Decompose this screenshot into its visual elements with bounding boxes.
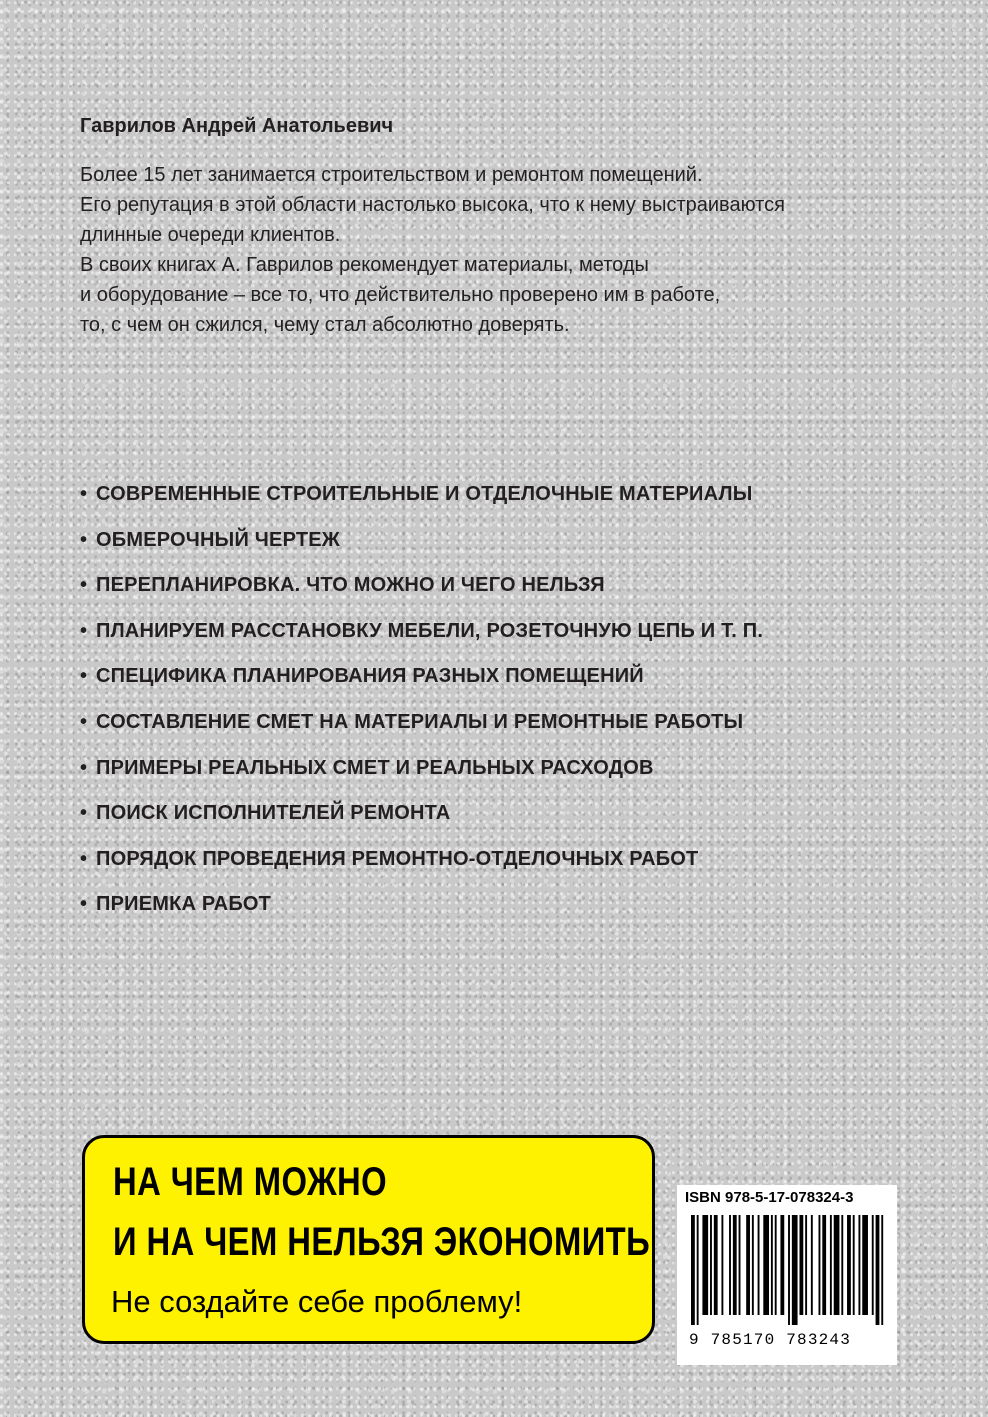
barcode-bar: [763, 1215, 769, 1315]
promo-headline-line1: НА ЧЕМ МОЖНО: [113, 1160, 388, 1204]
barcode-digits: 9 785170 783243: [689, 1331, 852, 1349]
topic-label: ПОИСК ИСПОЛНИТЕЛЕЙ РЕМОНТА: [96, 802, 451, 825]
promo-sticker: [82, 1135, 655, 1344]
topic-label: ПЕРЕПЛАНИРОВКА. ЧТО МОЖНО И ЧЕГО НЕЛЬЗЯ: [96, 574, 605, 597]
bullet-icon: •: [80, 802, 88, 825]
topic-label: СОСТАВЛЕНИЕ СМЕТ НА МАТЕРИАЛЫ И РЕМОНТНЫЕ РАБОТЫ: [96, 710, 744, 733]
barcode-bar: [771, 1215, 773, 1315]
barcode-bar: [853, 1215, 855, 1315]
bullet-icon: •: [80, 893, 88, 916]
bio-line: Его репутация в этой области настолько высока, что к нему выстраиваются: [80, 194, 785, 216]
bio-line: Более 15 лет занимается строительством и ремонтом помещений.: [80, 164, 703, 186]
bio-line: и оборудование – все то, что действительно проверено им в работе,: [80, 284, 721, 306]
barcode-bar: [702, 1215, 708, 1315]
topic-label: ПОРЯДОК ПРОВЕДЕНИЯ РЕМОНТНО-ОТДЕЛОЧНЫХ РАБОТ: [96, 847, 699, 870]
topic-item: [80, 518, 940, 564]
bullet-icon: •: [80, 619, 88, 642]
topic-item: [80, 791, 940, 837]
barcode-bar: [758, 1215, 760, 1315]
topic-label: СОВРЕМЕННЫЕ СТРОИТЕЛЬНЫЕ И ОТДЕЛОЧНЫЕ МАТЕРИАЛЫ: [96, 483, 753, 505]
barcode: [677, 1185, 897, 1365]
barcode-bar: [691, 1215, 695, 1325]
barcode-bar: [780, 1215, 784, 1315]
author-name: Гаврилов Андрей Анатольевич: [80, 115, 394, 137]
topic-item: [80, 609, 940, 655]
barcode-bar: [752, 1215, 754, 1315]
barcode-bar: [775, 1215, 777, 1315]
barcode-bar: [841, 1215, 843, 1315]
barcode-bar: [714, 1215, 718, 1315]
barcode-bar: [822, 1215, 826, 1315]
bullet-icon: •: [80, 574, 88, 597]
bullet-icon: •: [80, 528, 88, 551]
barcode-bar: [729, 1215, 731, 1315]
topic-item: [80, 882, 940, 928]
barcode-bar: [876, 1215, 880, 1325]
barcode-bar: [858, 1215, 860, 1315]
topic-label: ОБМЕРОЧНЫЙ ЧЕРТЕЖ: [96, 528, 341, 551]
barcode-bar: [697, 1215, 699, 1325]
barcode-bar: [834, 1215, 840, 1315]
barcode-bar: [788, 1215, 790, 1325]
promo-subtitle: Не создайте себе проблему!: [111, 1284, 523, 1319]
bullet-icon: •: [80, 483, 88, 505]
bullet-icon: •: [80, 847, 88, 870]
topic-item: [80, 472, 940, 518]
barcode-bar: [811, 1215, 813, 1315]
topic-item: [80, 700, 940, 746]
topic-item: [80, 746, 940, 792]
barcode-bars: [691, 1215, 887, 1325]
barcode-bar: [733, 1215, 737, 1315]
topic-label: ПЛАНИРУЕМ РАССТАНОВКУ МЕБЕЛИ, РОЗЕТОЧНУЮ ЦЕПЬ И Т. П.: [96, 619, 764, 642]
bio-line: длинные очереди клиентов.: [80, 224, 341, 246]
barcode-bar: [830, 1215, 832, 1315]
bio-line: то, с чем он сжился, чему стал абсолютно доверять.: [80, 314, 570, 336]
barcode-bar: [799, 1215, 803, 1315]
barcode-bar: [805, 1215, 807, 1315]
barcode-bar: [721, 1215, 723, 1315]
topic-label: СПЕЦИФИКА ПЛАНИРОВАНИЯ РАЗНЫХ ПОМЕЩЕНИЙ: [96, 665, 644, 688]
topic-item: [80, 563, 940, 609]
author-bio: [80, 112, 930, 340]
barcode-bar: [872, 1215, 874, 1315]
isbn-label: ISBN 978-5-17-078324-3: [685, 1189, 854, 1206]
topic-label: ПРИМЕРЫ РЕАЛЬНЫХ СМЕТ И РЕАЛЬНЫХ РАСХОДОВ: [96, 756, 654, 779]
barcode-bar: [862, 1215, 868, 1315]
topic-item: [80, 837, 940, 883]
topic-item: [80, 654, 940, 700]
bullet-icon: •: [80, 756, 88, 779]
bio-line: В своих книгах А. Гаврилов рекомендует материалы, методы: [80, 254, 649, 276]
barcode-bar: [746, 1215, 750, 1315]
topics-list: [80, 472, 940, 928]
bullet-icon: •: [80, 710, 88, 733]
bullet-icon: •: [80, 665, 88, 688]
barcode-bar: [792, 1215, 798, 1325]
promo-headline-line2: И НА ЧЕМ НЕЛЬЗЯ ЭКОНОМИТЬ: [113, 1220, 651, 1264]
barcode-bar: [881, 1215, 883, 1325]
barcode-bar: [710, 1215, 712, 1315]
barcode-bar: [847, 1215, 851, 1315]
barcode-bar: [739, 1215, 741, 1315]
barcode-bar: [819, 1215, 821, 1315]
topic-label: ПРИЕМКА РАБОТ: [96, 893, 272, 916]
